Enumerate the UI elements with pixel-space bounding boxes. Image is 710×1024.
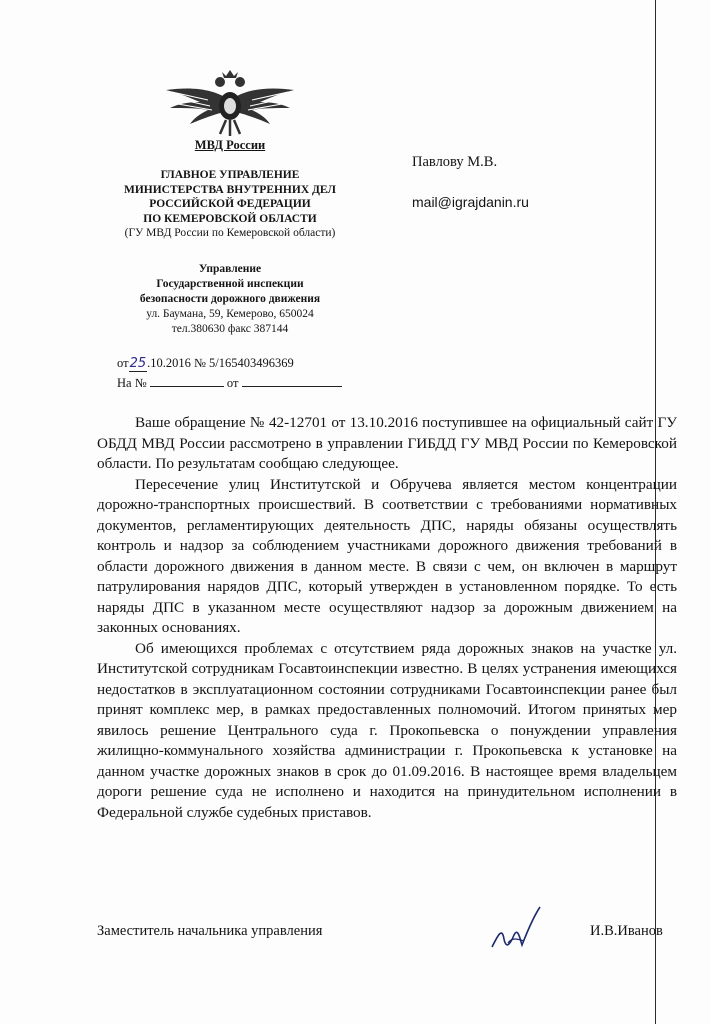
dept-line: Государственной инспекции <box>156 278 304 290</box>
body-paragraph: Ваше обращение № 42-12701 от 13.10.2016 поступившее на официальный сайт ГУ ОБДД МВД России рассмотрено в управлении ГИБДД ГУ МВД России по Кемеровской области. По результатам сообщаю следующее. <box>97 414 677 472</box>
organization-block <box>80 168 380 241</box>
org-line: РОССИЙСКОЙ ФЕДЕРАЦИИ <box>149 198 311 210</box>
double-headed-eagle-emblem-icon <box>160 68 300 138</box>
signatory-name: И.В.Иванов <box>590 923 663 939</box>
dept-line: Управление <box>198 263 262 275</box>
letter-body <box>97 413 677 823</box>
reply-number-blank <box>150 374 224 387</box>
org-short-name: (ГУ МВД России по Кемеровской области) <box>124 227 336 239</box>
dept-phone: тел.380630 факс 387144 <box>171 323 289 335</box>
dept-line: безопасности дорожного движения <box>139 293 321 305</box>
signatory-title: Заместитель начальника управления <box>97 923 323 939</box>
date-prefix: от <box>117 356 129 370</box>
org-line: ГЛАВНОЕ УПРАВЛЕНИЕ <box>160 169 300 181</box>
reply-label: На № <box>117 376 147 390</box>
reference-number: .10.2016 № 5/165403496369 <box>147 356 294 370</box>
recipient-name: Павлову М.В. <box>412 154 498 170</box>
outgoing-reference <box>117 356 294 371</box>
dept-address: ул. Баумана, 59, Кемерово, 650024 <box>146 308 314 320</box>
reply-date-blank <box>242 374 342 387</box>
org-line: МИНИСТЕРСТВА ВНУТРЕННИХ ДЕЛ <box>123 183 337 196</box>
org-line: ПО КЕМЕРОВСКОЙ ОБЛАСТИ <box>143 212 317 225</box>
reply-from-label: от <box>226 376 239 390</box>
handwritten-day: 25 <box>129 356 147 371</box>
body-paragraph: Пересечение улиц Институтской и Обручева является местом концентрации дорожно-транспортных происшествий. В соответствии с требованиями нормативных документов, регламентирующих деятельность ДПС, наряды обязаны осуществлять контроль и надзор за соблюдением участниками дорожного движения требований в области дорожного движения в данном месте. В связи с чем, он включен в маршрут патрулирования нарядов ДПС, который утвержден в установленном порядке. То есть наряды ДПС в указанном месте осуществляют надзор за дорожным движением на законных основаниях. <box>97 475 677 636</box>
body-paragraph: Об имеющихся проблемах с отсутствием ряда дорожных знаков на участке ул. Институтской сотрудникам Госавтоинспекции известно. В целях устранения имеющихся недостатков в эксплуатационном состоянии сотрудниками Госавтоинспекции ранее был принят комплекс мер, в рамках предоставленных полномочий. Итогом принятых мер явилось решение Центрального суда г. Прокопьевска о понуждении управления жилищно-коммунального хозяйства администрации г. Прокопьевска к установке на данном участке дорожных знаков в срок до 01.09.2016. В настоящее время владельцем дороги решение суда не исполнено и находится на принудительном исполнении в Федеральной службе судебных приставов. <box>97 639 677 821</box>
incoming-reference <box>117 374 342 391</box>
handwritten-signature <box>488 905 548 955</box>
recipient-email: mail@igrajdanin.ru <box>412 194 529 210</box>
department-block <box>100 262 360 337</box>
ministry-name: МВД России <box>194 138 266 152</box>
